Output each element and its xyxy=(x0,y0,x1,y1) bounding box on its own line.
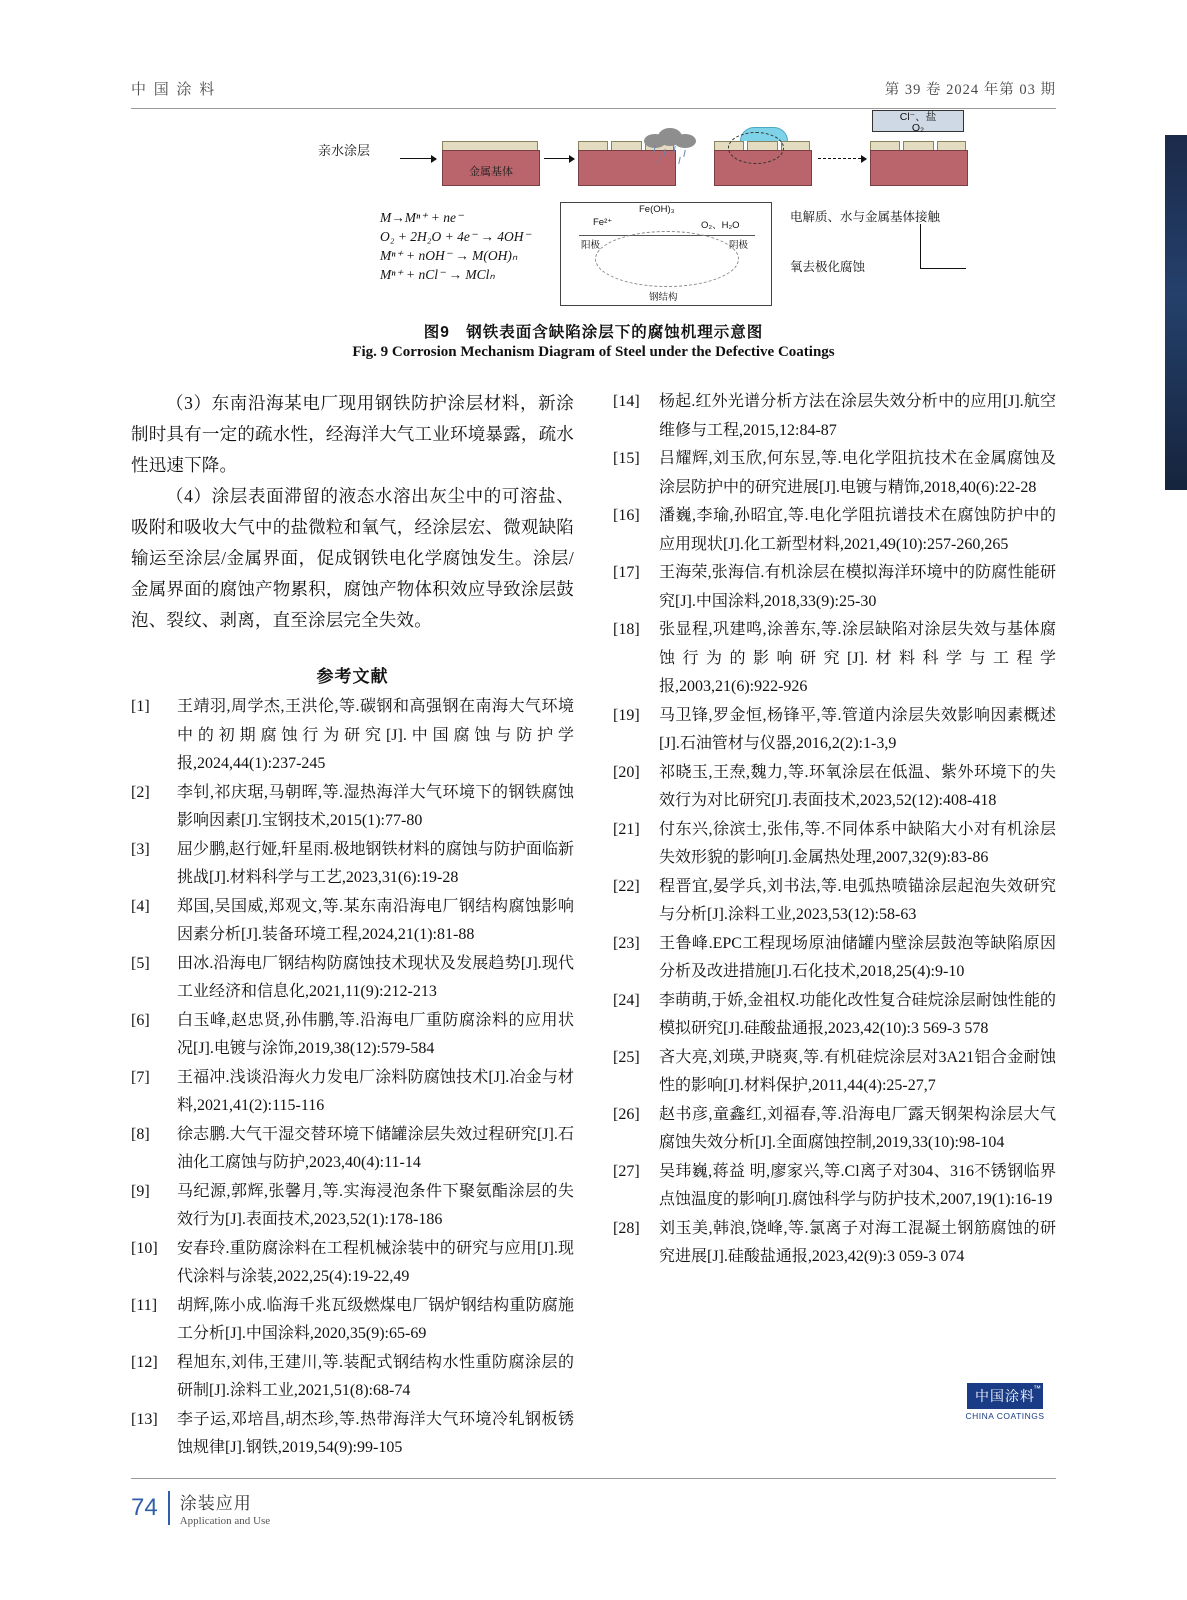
reference-number: [7] xyxy=(131,1068,150,1086)
reference-text: 王福冲.浅谈沿海火力发电厂涂料防腐蚀技术[J].冶金与材料,2021,41(2):115-116 xyxy=(177,1068,574,1114)
figure-note-electrolyte: 电解质、水与金属基体接触 xyxy=(790,210,941,224)
reference-number: [21] xyxy=(613,820,640,838)
reference-number: [5] xyxy=(131,954,150,972)
reference-text: 吕耀辉,刘玉欣,何东昱,等.电化学阻抗技术在金属腐蚀及涂层防护中的研究进展[J].电镀与精饰,2018,40(6):22-28 xyxy=(659,450,1056,496)
logo-en-label: CHINA COATINGS xyxy=(965,1411,1045,1421)
reference-item xyxy=(131,779,574,836)
equation-1: M→Mⁿ⁺ + ne⁻ xyxy=(380,210,464,225)
cell-label-steel-structure: 钢结构 xyxy=(649,292,678,303)
page-header xyxy=(131,78,1056,99)
page-number: 74 xyxy=(131,1494,158,1521)
reference-text: 刘玉美,韩浪,饶峰,等.氯离子对海工混凝土钢筋腐蚀的研究进展[J].硅酸盐通报,2023,42(9):3 059-3 074 xyxy=(659,1219,1056,1265)
footer-section-en: Application and Use xyxy=(179,1515,271,1527)
reference-number: [17] xyxy=(613,564,640,581)
reference-number: [22] xyxy=(613,877,640,895)
page-footer xyxy=(131,1489,270,1527)
reference-item xyxy=(131,1121,574,1178)
reference-number: [15] xyxy=(613,450,640,467)
reference-text: 吴玮巍,蒋益 明,廖家兴,等.Cl离子对304、316不锈钢临界点蚀温度的影响[J].腐蚀科学与防护技术,2007,19(1):16-19 xyxy=(659,1162,1056,1208)
reference-text: 王海荣,张海信.有机涂层在模拟海洋环境中的防腐性能研究[J].中国涂料,2018,33(9):25-30 xyxy=(659,564,1056,610)
cell-label-oxygen-water: O₂、H₂O xyxy=(701,220,740,231)
figure-electrochemical-cell xyxy=(560,202,772,306)
reference-item xyxy=(613,502,1056,559)
reference-text: 徐志鹏.大气干湿交替环境下储罐涂层失效过程研究[J].石油化工腐蚀与防护,2023,40(4):11-14 xyxy=(177,1125,574,1171)
reference-text: 李萌萌,于娇,金祖权.功能化改性复合硅烷涂层耐蚀性能的模拟研究[J].硅酸盐通报,2023,42(10):3 569-3 578 xyxy=(659,991,1056,1037)
reference-number: [3] xyxy=(131,840,150,858)
reference-item xyxy=(131,1406,574,1463)
rain-drops-icon xyxy=(650,146,694,168)
reference-text: 祁晓玉,王焘,魏力,等.环氧涂层在低温、紫外环境下的失效行为对比研究[J].表面技术,2023,52(12):408-418 xyxy=(659,763,1056,809)
reference-text: 程旭东,刘伟,王建川,等.装配式钢结构水性重防腐涂层的研制[J].涂料工业,2021,51(8):68-74 xyxy=(177,1353,574,1399)
reference-text: 李钊,祁庆琚,马朝晖,等.湿热海洋大气环境下的钢铁腐蚀影响因素[J].宝钢技术,2015(1):77-80 xyxy=(177,783,574,829)
figure-caption-cn: 图9 钢铁表面含缺陷涂层下的腐蚀机理示意图 xyxy=(423,324,764,341)
reference-item xyxy=(613,816,1056,873)
reference-item xyxy=(613,1215,1056,1272)
reference-item xyxy=(613,388,1056,445)
reference-item xyxy=(131,1349,574,1406)
reference-number: [9] xyxy=(131,1182,150,1200)
figure-arrow-1 xyxy=(400,158,436,159)
cell-label-iron-hydroxide: Fe(OH)₃ xyxy=(639,204,675,215)
reference-number: [1] xyxy=(131,698,150,715)
equation-3: Mⁿ⁺ + nOH⁻ → M(OH)ₙ xyxy=(380,248,518,263)
footer-divider xyxy=(131,1478,1056,1479)
figure-note-connector-1 xyxy=(920,224,921,268)
reference-number: [28] xyxy=(613,1219,640,1237)
header-journal-name: 中 国 涂 料 xyxy=(131,82,217,98)
defect-highlight-ellipse xyxy=(728,132,784,164)
reference-item xyxy=(613,702,1056,759)
reference-item xyxy=(131,693,574,779)
reference-number: [14] xyxy=(613,393,640,410)
cell-label-cathode: 阴极 xyxy=(729,240,749,251)
reference-text: 白玉峰,赵忠贤,孙伟鹏,等.沿海电厂重防腐涂料的应用状况[J].电镀与涂饰,2019,38(12):579-584 xyxy=(177,1011,574,1057)
metal-substrate xyxy=(442,150,540,186)
logo-cn-label: 中国涂料 xyxy=(975,1388,1035,1404)
metal-substrate xyxy=(870,150,968,186)
reference-text: 李子运,邓培昌,胡杰珍,等.热带海洋大气环境冷轧钢板锈蚀规律[J].钢铁,2019,54(9):99-105 xyxy=(177,1410,574,1456)
reference-text: 吝大亮,刘瑛,尹晓爽,等.有机硅烷涂层对3A21铝合金耐蚀性的影响[J].材料保护,2011,44(4):25-27,7 xyxy=(659,1048,1056,1094)
header-divider xyxy=(131,108,1056,109)
cell-label-anode: 阳极 xyxy=(581,240,601,251)
figure-hydrophilic-coating-label: 亲水涂层 xyxy=(318,143,371,158)
reference-number: [11] xyxy=(131,1296,158,1314)
paragraph-3: （3）东南沿海某电厂现用钢铁防护涂层材料，新涂制时具有一定的疏水性，经海洋大气工业环境暴露，疏水性迅速下降。 xyxy=(131,393,574,475)
reference-number: [27] xyxy=(613,1162,640,1180)
figure-arrow-3 xyxy=(818,158,866,159)
reference-number: [13] xyxy=(131,1410,158,1428)
reference-number: [19] xyxy=(613,706,640,724)
reference-number: [24] xyxy=(613,991,640,1009)
reference-number: [18] xyxy=(613,621,640,638)
figure-metal-substrate-label: 金属基体 xyxy=(469,166,513,178)
figure-note-oxygen-depolarization: 氧去极化腐蚀 xyxy=(790,260,866,274)
reference-item xyxy=(131,836,574,893)
reference-item xyxy=(613,616,1056,702)
logo-cn-text xyxy=(967,1383,1043,1409)
reference-item xyxy=(613,559,1056,616)
reference-item xyxy=(613,1158,1056,1215)
reference-item xyxy=(613,873,1056,930)
footer-accent-bar xyxy=(168,1491,170,1525)
reference-item xyxy=(131,893,574,950)
reference-text: 张显程,巩建鸣,涂善东,等.涂层缺陷对涂层失效与基体腐蚀行为的影响研究[J].材料科学与工程学报,2003,21(6):922-926 xyxy=(659,621,1056,695)
figure-salt-oxygen-label: Cl⁻、盐 O₂ xyxy=(872,110,964,132)
reference-number: [12] xyxy=(131,1353,158,1371)
reference-text: 王靖羽,周学杰,王洪伦,等.碳钢和高强钢在南海大气环境中的初期腐蚀行为研究[J].中国腐蚀与防护学报,2024,44(1):237-245 xyxy=(177,698,574,772)
reference-text: 胡辉,陈小成.临海千兆瓦级燃煤电厂锅炉钢结构重防腐施工分析[J].中国涂料,2020,35(9):65-69 xyxy=(177,1296,574,1342)
reference-text: 杨起.红外光谱分析方法在涂层失效分析中的应用[J].航空维修与工程,2015,12:84-87 xyxy=(659,393,1056,439)
right-column xyxy=(613,388,1056,1272)
trademark-icon: ™ xyxy=(1033,1384,1042,1393)
reference-item xyxy=(131,1178,574,1235)
reference-item xyxy=(613,445,1056,502)
reference-text: 王鲁峰.EPC工程现场原油储罐内壁涂层鼓泡等缺陷原因分析及改进措施[J].石化技术,2018,25(4):9-10 xyxy=(659,934,1056,980)
figure-9 xyxy=(230,111,970,316)
reference-text: 郑国,吴国威,郑观文,等.某东南沿海电厂钢结构腐蚀影响因素分析[J].装备环境工程,2024,21(1):81-88 xyxy=(177,897,574,943)
reference-text: 马纪源,郭辉,张馨月,等.实海浸泡条件下聚氨酯涂层的失效行为[J].表面技术,2023,52(1):178-186 xyxy=(177,1182,574,1228)
china-coatings-logo xyxy=(955,1383,1055,1421)
reference-number: [2] xyxy=(131,783,150,801)
left-column xyxy=(131,388,574,1463)
reference-item xyxy=(131,1007,574,1064)
footer-section-cn: 涂装应用 xyxy=(179,1494,252,1513)
reference-number: [4] xyxy=(131,897,150,915)
reference-item xyxy=(613,1044,1056,1101)
reference-item xyxy=(131,950,574,1007)
header-issue-info: 第 39 卷 2024 年第 03 期 xyxy=(884,82,1056,98)
figure-arrow-2 xyxy=(544,158,574,159)
figure-top-row xyxy=(230,111,970,194)
figure-note-connector-2 xyxy=(920,268,966,269)
reference-text: 程晋宜,晏学兵,刘书法,等.电弧热喷锚涂层起泡失效研究与分析[J].涂料工业,2023,53(12):58-63 xyxy=(659,877,1056,923)
reference-number: [26] xyxy=(613,1105,640,1123)
reference-text: 屈少鹏,赵行娅,轩星雨.极地钢铁材料的腐蚀与防护面临新挑战[J].材料科学与工艺,2023,31(6):19-28 xyxy=(177,840,574,886)
reference-text: 赵书彦,童鑫红,刘福春,等.沿海电厂露天钢架构涂层大气腐蚀失效分析[J].全面腐蚀控制,2019,33(10):98-104 xyxy=(659,1105,1056,1151)
reference-text: 安春玲.重防腐涂料在工程机械涂装中的研究与应用[J].现代涂料与涂装,2022,25(4):19-22,49 xyxy=(177,1239,574,1285)
reference-item xyxy=(613,987,1056,1044)
reference-item xyxy=(131,1235,574,1292)
figure-panel-1 xyxy=(442,130,538,186)
figure-panel-4 xyxy=(870,111,966,186)
reference-text: 付东兴,徐滨士,张伟,等.不同体系中缺陷大小对有机涂层失效形貌的影响[J].金属热处理,2007,32(9):83-86 xyxy=(659,820,1056,866)
reference-item xyxy=(613,930,1056,987)
equation-4: Mⁿ⁺ + nCl⁻ → MClₙ xyxy=(380,267,495,282)
cell-label-fe-ion: Fe²⁺ xyxy=(593,217,613,228)
reference-text: 潘巍,李瑜,孙昭宜,等.电化学阻抗谱技术在腐蚀防护中的应用现状[J].化工新型材料,2021,49(10):257-260,265 xyxy=(659,507,1056,553)
rain-cloud-icon xyxy=(644,126,698,148)
equation-2: O₂ + 2H₂O + 4e⁻ → 4OH⁻ xyxy=(380,229,531,244)
reference-number: [6] xyxy=(131,1011,150,1029)
paragraph-4: （4）涂层表面滞留的液态水溶出灰尘中的可溶盐、吸附和吸收大气中的盐微粒和氧气，经涂层宏、微观缺陷输运至涂层/金属界面，促成钢铁电化学腐蚀发生。涂层/金属界面的腐蚀产物累积，腐蚀产物体积效应导致涂层鼓泡、裂纹、剥离，直至涂层完全失效。 xyxy=(131,486,574,630)
reference-number: [10] xyxy=(131,1239,158,1257)
reference-number: [8] xyxy=(131,1125,150,1143)
reference-number: [20] xyxy=(613,763,640,781)
page-edge-bar xyxy=(1165,135,1187,490)
cell-circulation-loop xyxy=(595,231,739,287)
reference-item xyxy=(131,1292,574,1349)
reference-item xyxy=(613,1101,1056,1158)
reference-item xyxy=(613,759,1056,816)
reference-item xyxy=(131,1064,574,1121)
references-heading: 参考文献 xyxy=(316,667,389,686)
figure-caption-en: Fig. 9 Corrosion Mechanism Diagram of Steel under the Defective Coatings xyxy=(352,344,835,360)
reference-text: 马卫锋,罗金恒,杨锋平,等.管道内涂层失效影响因素概述[J].石油管材与仪器,2016,2(2):1-3,9 xyxy=(659,706,1056,752)
reference-text: 田冰.沿海电厂钢结构防腐蚀技术现状及发展趋势[J].现代工业经济和信息化,2021,11(9):212-213 xyxy=(177,954,574,1000)
reference-number: [25] xyxy=(613,1048,640,1066)
reference-number: [23] xyxy=(613,934,640,952)
reference-number: [16] xyxy=(613,507,640,524)
